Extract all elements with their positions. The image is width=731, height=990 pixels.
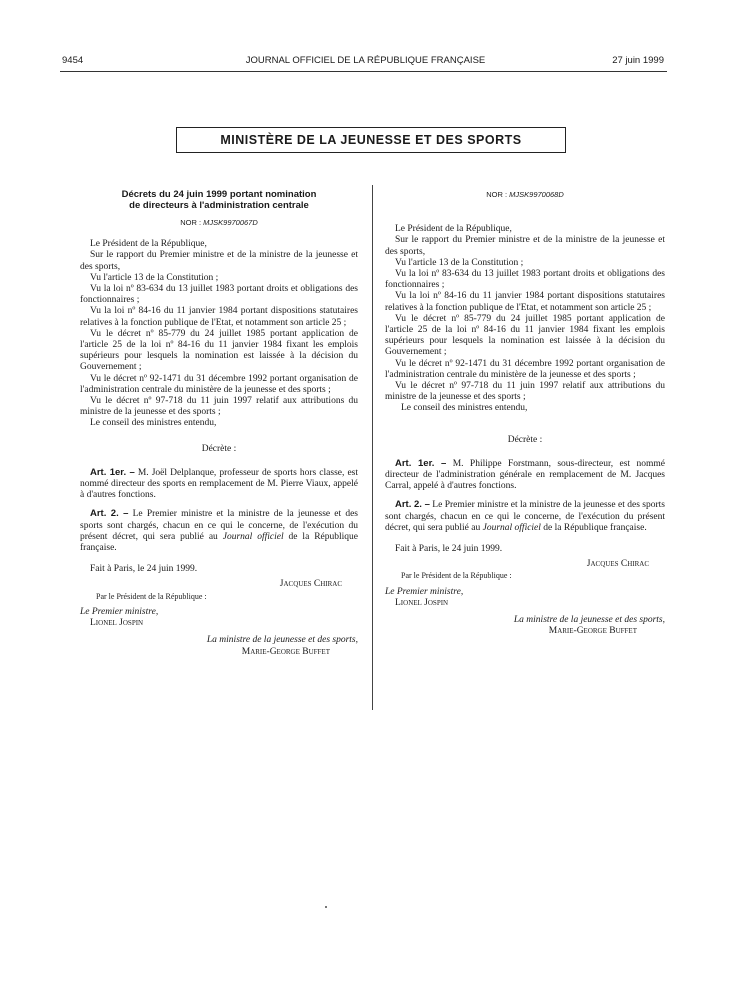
- decrete-heading: Décrète :: [507, 434, 543, 445]
- visa: Le conseil des ministres entendu,: [401, 403, 528, 414]
- article-2: [385, 499, 665, 534]
- article-2: [80, 508, 358, 554]
- nor-label: NOR :: [486, 190, 510, 199]
- article-1-text: M. Joël Delplanque, professeur de sports hors classe, est nommé directeur des sports en remplacement de M. Pierre Viaux, appelé à d'autres fonctions.: [80, 467, 358, 501]
- article-2-end: de la République française.: [80, 531, 359, 554]
- page-header: [0, 55, 731, 67]
- visa: Vu le décret nº 92-1471 du 31 décembre 1992 portant organisation de l'administration centrale du ministère de la jeunesse et des sports ;: [385, 358, 665, 380]
- place-date: Fait à Paris, le 24 juin 1999.: [395, 544, 503, 555]
- minister-title: La ministre de la jeunesse et des sports,: [206, 635, 358, 646]
- issue-date: 27 juin 1999: [612, 55, 664, 66]
- article-2-text: Le Premier ministre et la ministre de la jeunesse et des sports sont chargés, chacun en ce qui le concerne, de l'exécution du présent décret, qui sera publié au: [385, 500, 665, 533]
- article-1: [80, 467, 358, 502]
- article-2-label: Art. 2. –: [395, 499, 430, 511]
- visa: Vu l'article 13 de la Constitution ;: [395, 257, 524, 268]
- article-1: [385, 458, 665, 493]
- prime-minister-name: Lionel Jospin: [395, 597, 449, 608]
- president-line: Le Président de la République,: [90, 239, 207, 250]
- prime-minister-title: Le Premier ministre,: [385, 586, 464, 597]
- visa: Vu la loi nº 83-634 du 13 juillet 1983 portant droits et obligations des fonctionnaires ;: [80, 284, 358, 306]
- visa: Vu l'article 13 de la Constitution ;: [90, 272, 219, 283]
- journal-title: JOURNAL OFFICIEL DE LA RÉPUBLIQUE FRANÇAISE: [245, 55, 486, 66]
- visa: Vu le décret nº 97-718 du 11 juin 1997 relatif aux attributions du ministre de la jeunesse et des sports ;: [385, 381, 665, 403]
- visa: Le conseil des ministres entendu,: [90, 418, 217, 429]
- ministry-heading: [176, 127, 566, 153]
- minister-title: La ministre de la jeunesse et des sports,: [513, 615, 665, 626]
- scan-speck: [325, 906, 327, 908]
- nor-label: NOR :: [180, 218, 204, 227]
- visa: Sur le rapport du Premier ministre et de la ministre de la jeunesse et des sports,: [385, 235, 665, 257]
- visa: Vu le décret nº 85-779 du 24 juillet 1985 portant application de l'article 25 de la loi nº 84-16 du 11 janvier 1984 fixant les emplois supérieurs pour lesquels la nomination est laissée à la décision du Gouvernement ;: [385, 313, 665, 358]
- visa: Vu la loi nº 83-634 du 13 juillet 1983 portant droits et obligations des fonctionnaires ;: [385, 269, 665, 291]
- minister-name: Marie-George Buffet: [241, 646, 330, 657]
- nor-code: MJSK9970067D: [203, 218, 258, 227]
- decrete-heading: Décrète :: [201, 443, 237, 454]
- header-rule: [60, 71, 667, 72]
- signatory: Jacques Chirac: [586, 559, 649, 570]
- visa: Vu la loi nº 84-16 du 11 janvier 1984 portant dispositions statutaires relatives à la fonction publique de l'Etat, et notamment son article 25 ;: [80, 306, 358, 328]
- prime-minister-title: Le Premier ministre,: [80, 606, 159, 617]
- article-2-journal: Journal officiel: [222, 531, 284, 542]
- article-1-label: Art. 1er. –: [395, 457, 447, 469]
- visa: Vu le décret nº 92-1471 du 31 décembre 1992 portant organisation de l'administration centrale du ministère de la jeunesse et des sports ;: [80, 373, 358, 395]
- nor-reference: [385, 189, 665, 200]
- decree-title-line-2: de directeurs à l'administration centrale: [129, 200, 309, 211]
- signatory: Jacques Chirac: [279, 579, 342, 590]
- article-2-text: Le Premier ministre et la ministre de la jeunesse et des sports sont chargés, chacun en ce qui le concerne, de l'exécution du présent décret, qui sera publié au: [80, 509, 358, 542]
- prime-minister-name: Lionel Jospin: [90, 618, 144, 629]
- article-1-label: Art. 1er. –: [90, 466, 135, 478]
- page-number: 9454: [62, 55, 84, 66]
- ministry-title: MINISTÈRE DE LA JEUNESSE ET DES SPORTS: [220, 133, 522, 147]
- visa: Sur le rapport du Premier ministre et de la ministre de la jeunesse et des sports,: [80, 250, 358, 272]
- decree-title-line-1: Décrets du 24 juin 1999 portant nomination: [121, 189, 317, 200]
- column-divider: [372, 185, 373, 710]
- nor-code: MJSK9970068D: [509, 190, 564, 199]
- nor-reference: [80, 217, 358, 228]
- par-le-president: Par le Président de la République :: [96, 591, 207, 601]
- visa: Vu le décret nº 85-779 du 24 juillet 1985 portant application de l'article 25 de la loi nº 84-16 du 11 janvier 1984 fixant les emplois supérieurs pour lesquels la nomination est laissée à la décision du Gouvernement ;: [80, 328, 358, 373]
- article-2-label: Art. 2. –: [90, 508, 129, 520]
- article-1-text: M. Philippe Forstmann, sous-directeur, est nommé directeur de l'administration générale en remplacement de M. Jacques Carral, appelé à d'autres fonctions.: [385, 458, 665, 492]
- article-2-end: de la République française.: [540, 522, 647, 533]
- president-line: Le Président de la République,: [395, 224, 512, 235]
- visa: Vu la loi nº 84-16 du 11 janvier 1984 portant dispositions statutaires relatives à la fonction publique de l'Etat, et notamment son article 25 ;: [385, 291, 665, 313]
- article-2-journal: Journal officiel: [482, 522, 541, 533]
- visa: Vu le décret nº 97-718 du 11 juin 1997 relatif aux attributions du ministre de la jeunesse et des sports ;: [80, 396, 358, 418]
- minister-name: Marie-George Buffet: [548, 626, 637, 637]
- left-column: [80, 189, 358, 658]
- par-le-president: Par le Président de la République :: [401, 571, 512, 581]
- place-date: Fait à Paris, le 24 juin 1999.: [90, 564, 198, 575]
- right-column: [385, 189, 665, 638]
